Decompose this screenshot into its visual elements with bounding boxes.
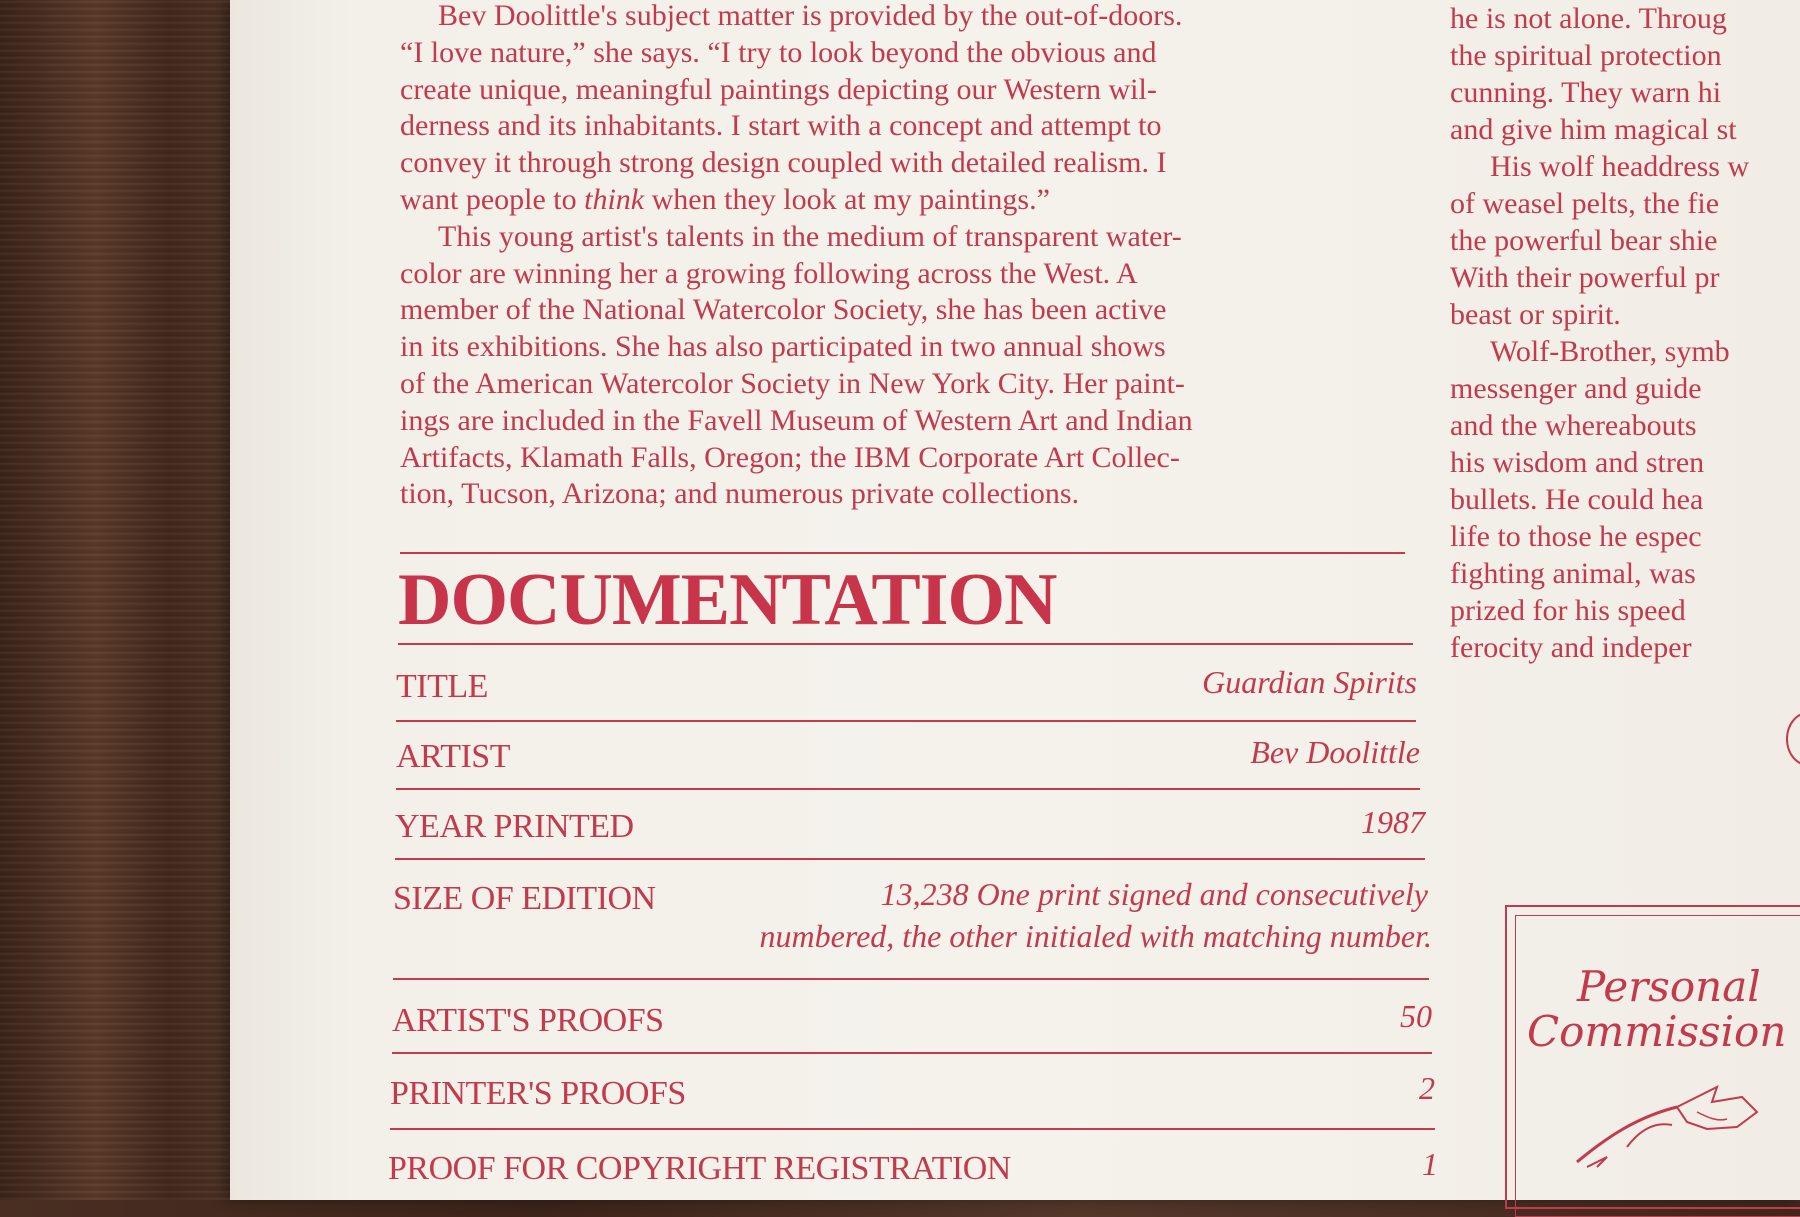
paragraph-artist-quote: [400, 0, 1400, 219]
text-line: create unique, meaningful paintings depicting our Western wil-: [400, 72, 1157, 106]
side-text-column: [1450, 0, 1800, 666]
side-line: and the whereabouts: [1450, 409, 1697, 442]
personal-commission-stamp: [1505, 905, 1800, 1209]
row-value-size-of-edition-line1: 13,238 One print signed and consecutively: [880, 876, 1428, 912]
side-line: his wisdom and stren: [1450, 446, 1705, 479]
side-line: ferocity and indeper: [1450, 631, 1692, 664]
text-line: [400, 182, 1400, 219]
divider-rule: [392, 1052, 1432, 1054]
side-line: the spiritual protection: [1450, 39, 1722, 72]
divider-rule: [393, 978, 1429, 980]
text-fragment: want people to: [400, 182, 585, 216]
side-line: messenger and guide: [1450, 372, 1702, 405]
text-line: Bev Doolittle's subject matter is provided by the out-of-doors.: [438, 0, 1183, 32]
divider-rule: [395, 858, 1425, 860]
row-label-year-printed: YEAR PRINTED: [395, 808, 634, 845]
text-line: Artifacts, Klamath Falls, Oregon; the IBM Corporate Art Collec-: [400, 440, 1180, 474]
main-text-column: [400, 0, 1400, 513]
text-line: tion, Tucson, Arizona; and numerous private collections.: [400, 477, 1080, 511]
side-line: he is not alone. Throug: [1450, 2, 1727, 35]
side-line: prized for his speed: [1450, 594, 1686, 627]
divider-rule: [400, 552, 1405, 554]
text-line: in its exhibitions. She has also participated in two annual shows: [400, 330, 1166, 364]
row-label-printers-proofs: PRINTER'S PROOFS: [390, 1075, 686, 1112]
text-line: color are winning her a growing following across the West. A: [400, 256, 1138, 290]
divider-rule: [396, 720, 1416, 722]
side-line: His wolf headdress w: [1490, 150, 1750, 183]
documentation-heading: DOCUMENTATION: [398, 559, 1057, 641]
text-line: of the American Watercolor Society in New York City. Her paint-: [400, 366, 1185, 400]
row-value-size-of-edition-line2: numbered, the other initialed with matching number.: [759, 918, 1432, 954]
side-line: and give him magical st: [1450, 113, 1737, 146]
text-line: derness and its inhabitants. I start with a concept and attempt to: [400, 109, 1162, 143]
side-line: fighting animal, was: [1450, 557, 1696, 590]
side-line: beast or spirit.: [1450, 298, 1621, 331]
row-value-proof-for-copyright: 1: [1422, 1146, 1438, 1182]
side-line: Wolf-Brother, symb: [1490, 335, 1730, 368]
row-label-size-of-edition: SIZE OF EDITION: [393, 880, 656, 917]
side-line: bullets. He could hea: [1450, 483, 1704, 516]
row-label-artists-proofs: ARTIST'S PROOFS: [392, 1002, 664, 1039]
text-line: member of the National Watercolor Society, she has been active: [400, 293, 1167, 327]
row-value-artists-proofs: 50: [1400, 998, 1432, 1034]
text-fragment: when they look at my paintings.”: [644, 182, 1050, 216]
italic-word: think: [584, 182, 645, 216]
stamp-text-line1: Personal: [1577, 962, 1761, 1011]
paragraph-biography: [400, 219, 1400, 513]
row-value-year-printed: 1987: [1361, 804, 1425, 840]
row-label-proof-for-copyright: PROOF FOR COPYRIGHT REGISTRATION: [388, 1150, 1011, 1187]
row-label-title: TITLE: [396, 668, 488, 705]
side-line: life to those he espec: [1450, 520, 1702, 553]
row-value-title: Guardian Spirits: [1202, 664, 1417, 700]
text-line: “I love nature,” she says. “I try to look beyond the obvious and: [400, 35, 1157, 69]
row-label-artist: ARTIST: [396, 738, 510, 775]
quill-hand-icon: [1567, 1067, 1767, 1177]
divider-rule: [390, 1128, 1435, 1130]
divider-rule: [398, 643, 1413, 645]
row-value-printers-proofs: 2: [1419, 1070, 1435, 1106]
side-line: With their powerful pr: [1450, 261, 1720, 294]
stamp-text-line2: Commission: [1527, 1007, 1787, 1056]
side-line: the powerful bear shie: [1450, 224, 1718, 257]
divider-rule: [396, 788, 1420, 790]
side-line: cunning. They warn hi: [1450, 76, 1722, 109]
text-line: This young artist's talents in the medium of transparent water-: [438, 219, 1182, 253]
text-line: ings are included in the Favell Museum of Western Art and Indian: [400, 403, 1193, 437]
row-value-artist: Bev Doolittle: [1250, 734, 1420, 770]
side-line: of weasel pelts, the fie: [1450, 187, 1720, 220]
wood-table-background: [0, 0, 240, 1200]
text-line: convey it through strong design coupled with detailed realism. I: [400, 146, 1167, 180]
